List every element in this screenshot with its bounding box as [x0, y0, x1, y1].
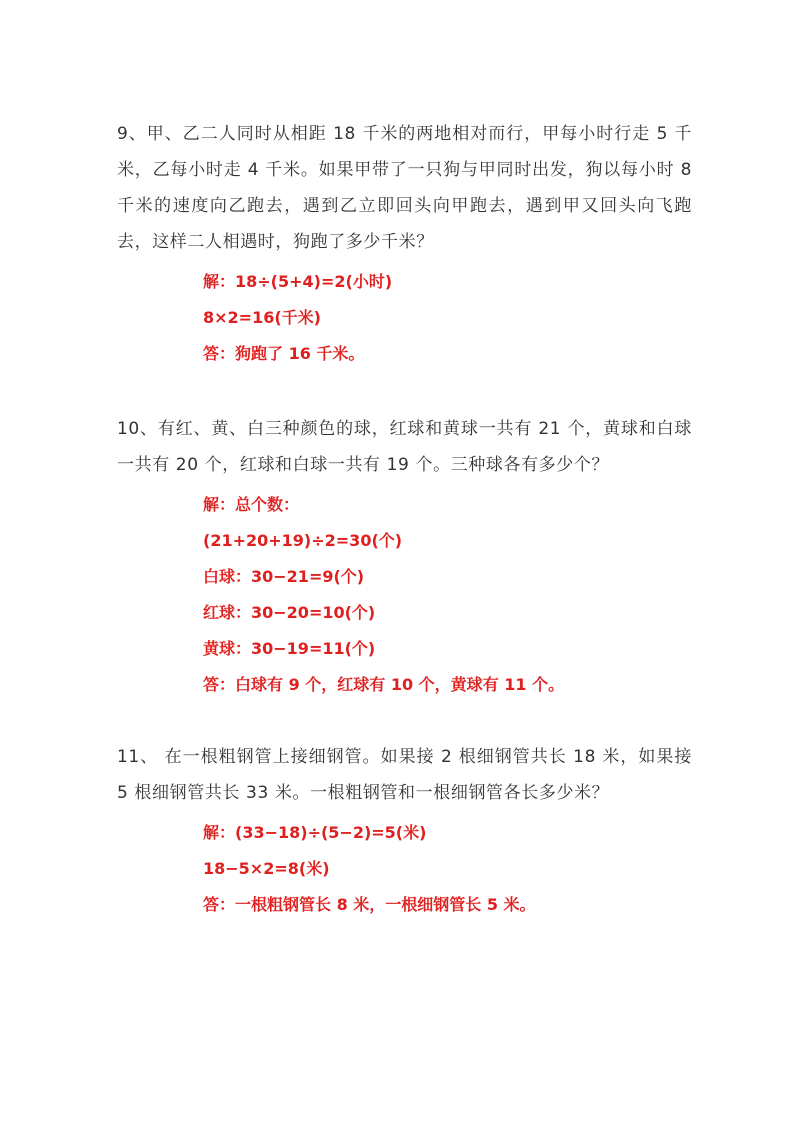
problem-solution — [203, 815, 692, 923]
problem-question: 11、 在一根粗钢管上接细钢管。如果接 2 根细钢管共长 18 米，如果接 5 根细钢管共长 33 米。一根粗钢管和一根细钢管各长多少米？ — [117, 747, 692, 803]
solution-line: 8×2=16(千米) — [203, 308, 321, 327]
problem-solution — [203, 264, 692, 372]
solution-line: 解：18÷(5+4)=2(小时) — [203, 272, 393, 291]
problem-10 — [117, 411, 692, 703]
solution-line: 18−5×2=8(米) — [203, 859, 330, 878]
answer-line: 答：一根粗钢管长 8 米，一根细钢管长 5 米。 — [203, 895, 536, 914]
problem-9 — [117, 116, 692, 372]
problem-question: 10、有红、黄、白三种颜色的球，红球和黄球一共有 21 个，黄球和白球一共有 20 个，红球和白球一共有 19 个。三种球各有多少个？ — [117, 419, 692, 475]
solution-line: 解：(33−18)÷(5−2)=5(米) — [203, 823, 427, 842]
problem-solution — [203, 487, 692, 703]
solution-line: 黄球：30−19=11(个) — [203, 639, 376, 658]
solution-line: 白球：30−21=9(个) — [203, 567, 365, 586]
answer-line: 答：白球有 9 个，红球有 10 个，黄球有 11 个。 — [203, 675, 565, 694]
solution-line: 解：总个数： — [203, 495, 300, 514]
solution-line: (21+20+19)÷2=30(个) — [203, 531, 403, 550]
problem-11 — [117, 739, 692, 923]
answer-line: 答：狗跑了 16 千米。 — [203, 344, 365, 363]
problem-question: 9、甲、乙二人同时从相距 18 千米的两地相对而行，甲每小时行走 5 千米，乙每小时走 4 千米。如果甲带了一只狗与甲同时出发，狗以每小时 8 千米的速度向乙跑去，遇到乙立即回头向甲跑去，遇到甲又回头向飞跑去，这样二人相遇时，狗跑了多少千米？ — [117, 124, 692, 252]
solution-line: 红球：30−20=10(个) — [203, 603, 376, 622]
